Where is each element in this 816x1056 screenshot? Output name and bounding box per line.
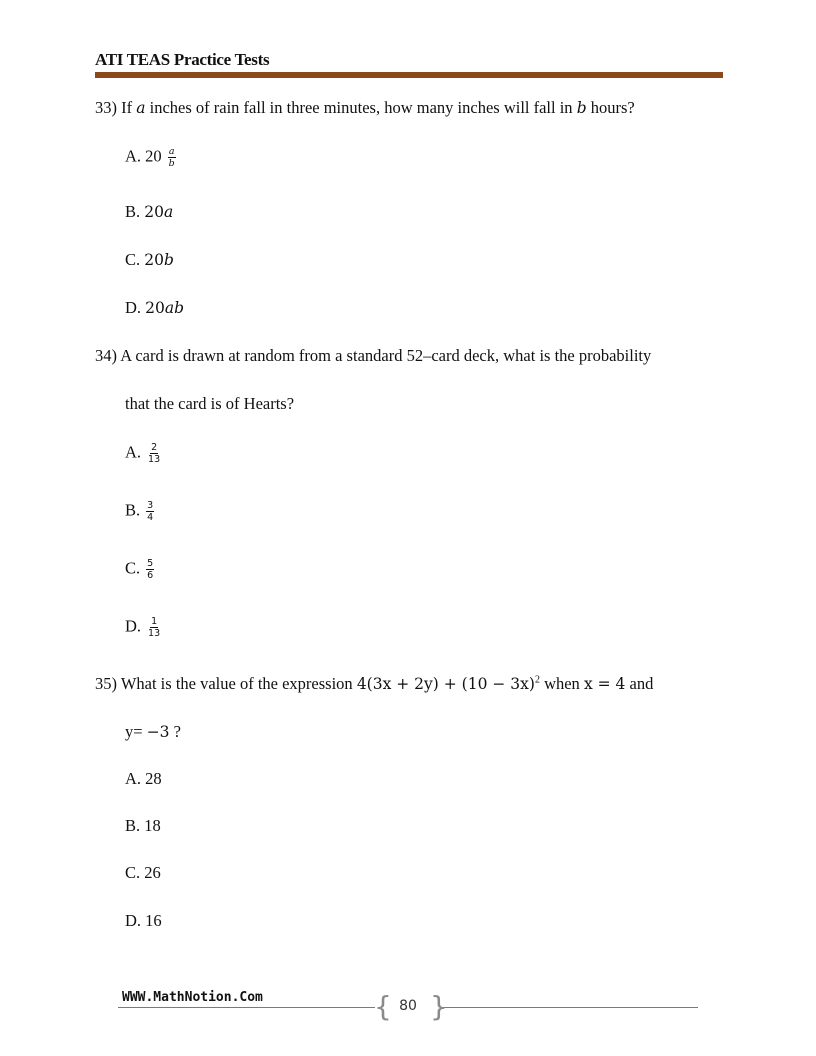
- option-letter: C.: [125, 863, 141, 882]
- right-brace-icon: }: [430, 990, 448, 1023]
- option-34-d: [125, 616, 161, 639]
- question-33: [95, 98, 635, 118]
- option-letter: D.: [125, 298, 142, 317]
- fraction-denominator: 6: [147, 570, 154, 581]
- option-33-d: [125, 298, 184, 318]
- math-variable: a: [164, 203, 174, 221]
- option-letter: C.: [125, 250, 141, 269]
- option-fraction: [147, 616, 161, 639]
- option-letter: D.: [125, 911, 142, 930]
- fraction-denominator: 13: [148, 628, 161, 639]
- question-text: hours?: [590, 98, 635, 117]
- option-fraction: [146, 558, 154, 581]
- option-value: 28: [145, 769, 162, 788]
- question-text: inches of rain fall in three minutes, how many inches will fall in: [149, 98, 573, 117]
- option-35-b: [125, 816, 161, 836]
- footer-website: WWW.MathNotion.Com: [122, 990, 263, 1005]
- question-text: If: [121, 98, 133, 117]
- page-number: 80: [399, 998, 417, 1014]
- question-number: 34): [95, 346, 117, 365]
- option-33-a: [125, 146, 176, 169]
- math-variable: b: [576, 99, 587, 117]
- fraction-denominator: 13: [148, 454, 161, 465]
- question-35: [95, 674, 653, 694]
- option-34-b: [125, 500, 154, 523]
- question-34: [95, 346, 651, 366]
- option-value: 20: [145, 299, 165, 317]
- option-value: 16: [145, 911, 162, 930]
- fraction-numerator: 2: [151, 442, 158, 453]
- option-letter: A.: [125, 769, 142, 788]
- option-35-d: [125, 911, 162, 931]
- fraction-denominator: b: [168, 158, 175, 169]
- option-value: 20: [144, 251, 164, 269]
- math-expression: 4(3x + 2y) + (10 − 3x): [356, 675, 535, 693]
- math-condition: x = 4: [583, 675, 626, 693]
- option-34-c: [125, 558, 154, 581]
- option-fraction: [146, 500, 154, 523]
- math-variable: a: [136, 99, 146, 117]
- option-35-a: [125, 769, 162, 789]
- option-value: 18: [144, 816, 161, 835]
- option-letter: B.: [125, 202, 141, 221]
- left-brace-icon: {: [374, 990, 392, 1023]
- math-value: −3: [146, 723, 170, 741]
- question-text: y=: [125, 722, 143, 741]
- page-header-title: ATI TEAS Practice Tests: [95, 50, 270, 69]
- header-divider: [95, 72, 723, 78]
- option-letter: A.: [125, 146, 142, 166]
- option-value: 26: [144, 863, 161, 882]
- question-text: when: [544, 674, 580, 693]
- math-exponent: 2: [534, 674, 540, 686]
- question-34-continuation: that the card is of Hearts?: [125, 394, 295, 413]
- question-text: ?: [173, 722, 181, 741]
- option-letter: B.: [125, 500, 141, 520]
- math-variable: b: [164, 251, 174, 269]
- option-34-a: [125, 442, 161, 465]
- option-letter: B.: [125, 816, 141, 835]
- fraction-numerator: 1: [151, 616, 158, 627]
- option-letter: A.: [125, 442, 142, 462]
- question-number: 35): [95, 674, 117, 693]
- question-35-continuation: [125, 722, 181, 742]
- math-variable: ab: [164, 299, 185, 317]
- fraction-numerator: a: [168, 146, 175, 157]
- question-text: A card is drawn at random from a standard 52–card deck, what is the probability: [120, 346, 652, 365]
- option-33-c: [125, 250, 174, 270]
- fraction-numerator: 3: [147, 500, 154, 511]
- option-35-c: [125, 863, 161, 883]
- option-value: 20: [145, 146, 162, 166]
- question-text: and: [629, 674, 654, 693]
- option-fraction: [168, 146, 176, 169]
- fraction-numerator: 5: [147, 558, 154, 569]
- question-text: What is the value of the expression: [120, 674, 353, 693]
- fraction-denominator: 4: [147, 512, 154, 523]
- option-letter: D.: [125, 616, 142, 636]
- option-letter: C.: [125, 558, 141, 578]
- option-33-b: [125, 202, 173, 222]
- question-number: 33): [95, 98, 117, 117]
- option-value: 20: [144, 203, 164, 221]
- option-fraction: [147, 442, 161, 465]
